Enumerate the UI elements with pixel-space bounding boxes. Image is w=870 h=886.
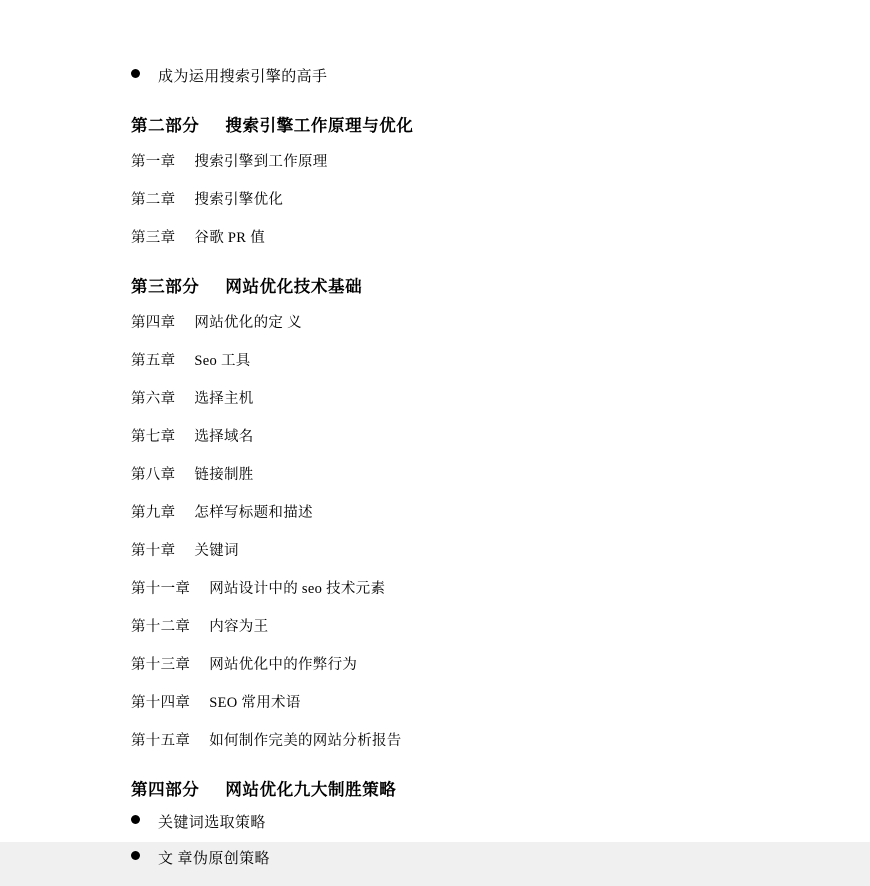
bullet-dot-icon <box>131 851 140 860</box>
chapter-title: 如何制作完美的网站分析报告 <box>209 733 402 749</box>
chapter-title: 选择主机 <box>194 391 254 407</box>
chapter-number: 第一章 <box>131 154 176 170</box>
section-heading <box>131 776 751 800</box>
chapter-row <box>131 615 751 636</box>
list-item-label: 关键词选取策略 <box>158 815 266 831</box>
chapter-number: 第五章 <box>131 353 176 369</box>
chapter-number: 第三章 <box>131 230 176 246</box>
chapter-row <box>131 311 751 332</box>
section-heading-title: 搜索引擎工作原理与优化 <box>225 116 414 135</box>
chapter-title: 谷歌 PR 值 <box>194 230 265 246</box>
chapter-row <box>131 463 751 484</box>
section-heading <box>131 273 751 297</box>
chapter-number: 第十四章 <box>131 695 191 711</box>
chapter-title: 关键词 <box>194 543 239 559</box>
section-heading-title: 网站优化技术基础 <box>225 277 363 296</box>
chapter-row <box>131 729 751 750</box>
chapter-number: 第二章 <box>131 192 176 208</box>
chapter-number: 第十二章 <box>131 619 191 635</box>
chapter-title: 链接制胜 <box>194 467 254 483</box>
chapter-row <box>131 653 751 674</box>
chapter-title: 内容为王 <box>209 619 269 635</box>
list-item <box>131 68 751 86</box>
bullet-dot-icon <box>131 815 140 824</box>
chapter-title: 选择域名 <box>194 429 254 445</box>
list-item <box>131 814 751 832</box>
chapter-number: 第四章 <box>131 315 176 331</box>
chapter-row <box>131 501 751 522</box>
chapter-row <box>131 349 751 370</box>
chapter-number: 第十章 <box>131 543 176 559</box>
chapter-row <box>131 188 751 209</box>
chapter-row <box>131 387 751 408</box>
chapter-title: 怎样写标题和描述 <box>194 505 313 521</box>
chapter-row <box>131 539 751 560</box>
chapter-title: SEO 常用术语 <box>209 695 301 711</box>
chapter-row <box>131 425 751 446</box>
chapter-number: 第六章 <box>131 391 176 407</box>
document-content <box>131 68 751 886</box>
list-item-label: 成为运用搜索引擎的高手 <box>158 69 328 85</box>
section-heading-label: 第三部分 <box>131 277 200 296</box>
section-heading-title: 网站优化九大制胜策略 <box>225 780 397 799</box>
chapter-title: 搜索引擎优化 <box>194 192 284 208</box>
chapter-title: 网站设计中的 seo 技术元素 <box>209 581 386 597</box>
chapter-row <box>131 691 751 712</box>
chapter-row <box>131 226 751 247</box>
chapter-title: Seo 工具 <box>194 353 251 369</box>
section-heading-label: 第二部分 <box>131 116 200 135</box>
section-heading <box>131 112 751 136</box>
chapter-title: 搜索引擎到工作原理 <box>194 154 328 170</box>
section-heading-label: 第四部分 <box>131 780 200 799</box>
chapter-number: 第八章 <box>131 467 176 483</box>
chapter-row <box>131 577 751 598</box>
list-item <box>131 850 751 868</box>
chapter-number: 第七章 <box>131 429 176 445</box>
chapter-number: 第十五章 <box>131 733 191 749</box>
chapter-row <box>131 150 751 171</box>
bullet-dot-icon <box>131 69 140 78</box>
chapter-number: 第十三章 <box>131 657 191 673</box>
chapter-title: 网站优化中的作弊行为 <box>209 657 358 673</box>
chapter-title: 网站优化的定 义 <box>194 315 302 331</box>
list-item-label: 文 章伪原创策略 <box>158 851 270 867</box>
chapter-number: 第十一章 <box>131 581 191 597</box>
chapter-number: 第九章 <box>131 505 176 521</box>
